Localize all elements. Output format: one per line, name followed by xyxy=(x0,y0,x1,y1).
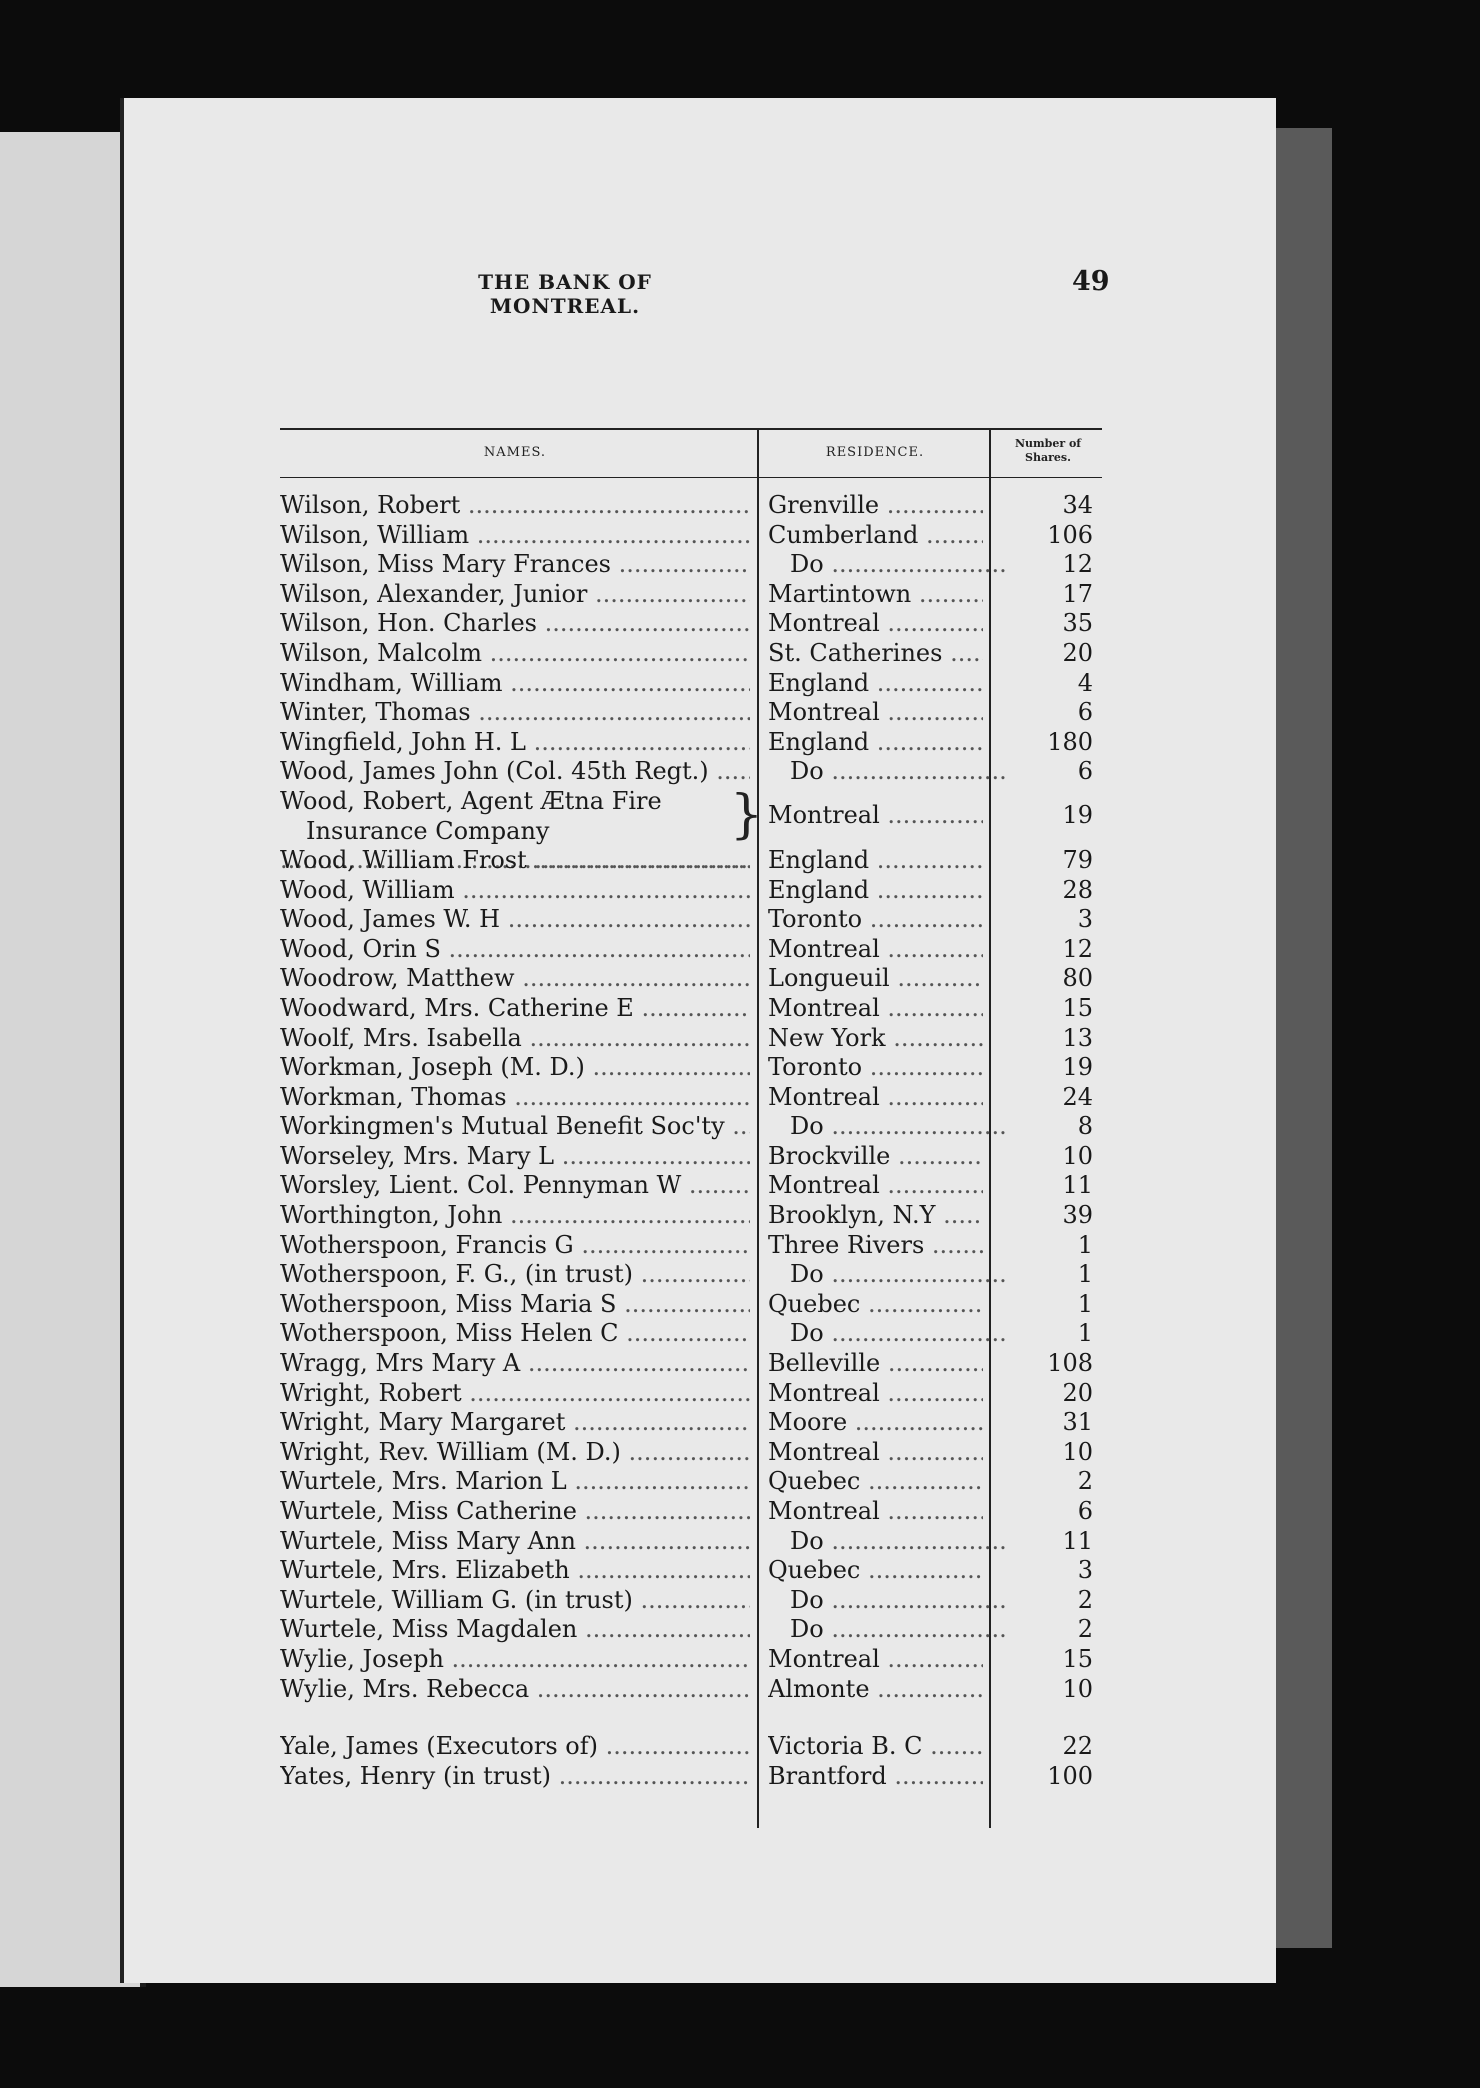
shareholder-name-continuation: Insurance Company xyxy=(306,816,550,845)
residence: Cumberland ..... xyxy=(768,521,983,551)
share-count: 1 xyxy=(1077,1319,1093,1348)
table-row xyxy=(280,905,1102,935)
shareholder-name: Workman, Thomas ..... xyxy=(280,1083,750,1113)
residence: Quebec ..... xyxy=(768,1467,983,1497)
table-row xyxy=(280,1497,1102,1527)
shareholder-name: Wurtele, William G. (in trust) ..... xyxy=(280,1586,750,1616)
share-count: 19 xyxy=(1062,800,1093,829)
share-count: 22 xyxy=(1062,1732,1093,1761)
share-count: 1 xyxy=(1077,1289,1093,1318)
column-header-residence: RESIDENCE. xyxy=(825,445,925,460)
residence: Montreal ..... xyxy=(768,609,983,639)
shareholder-name: Woodrow, Matthew ..... xyxy=(280,964,750,994)
shareholder-name: Woolf, Mrs. Isabella ..... xyxy=(280,1024,750,1054)
shareholder-name: Wilson, Miss Mary Frances ..... xyxy=(280,550,750,580)
shareholder-name: Wright, Rev. William (M. D.) ..... xyxy=(280,1438,750,1468)
share-count: 24 xyxy=(1062,1082,1093,1111)
table-row xyxy=(280,994,1102,1024)
share-count: 12 xyxy=(1062,550,1093,579)
share-count: 10 xyxy=(1062,1674,1093,1703)
shareholder-name: Wingfield, John H. L ..... xyxy=(280,728,750,758)
shareholder-name: Wilson, Robert ..... xyxy=(280,491,750,521)
shareholder-name: Worseley, Mrs. Mary L ..... xyxy=(280,1142,750,1172)
share-count: 35 xyxy=(1062,609,1093,638)
share-count: 6 xyxy=(1077,757,1093,786)
table-row xyxy=(280,1438,1102,1468)
table-row xyxy=(280,698,1102,728)
shareholder-list xyxy=(280,491,1102,1791)
residence: Toronto ..... xyxy=(768,1053,983,1083)
residence: Brooklyn, N.Y ..... xyxy=(768,1201,983,1231)
residence: Montreal ..... xyxy=(768,1438,983,1468)
table-row xyxy=(280,1645,1102,1675)
share-count: 6 xyxy=(1077,1497,1093,1525)
table-row xyxy=(280,757,1102,787)
residence: England ..... xyxy=(768,669,983,699)
shareholder-name: Woodward, Mrs. Catherine E ..... xyxy=(280,994,750,1024)
shareholder-name: Workman, Joseph (M. D.) ..... xyxy=(280,1053,750,1083)
shareholder-name: Yates, Henry (in trust) ..... xyxy=(280,1762,750,1792)
table-row xyxy=(280,1024,1102,1054)
shareholder-name: Wotherspoon, Miss Maria S ..... xyxy=(280,1290,750,1320)
shareholder-name: Yale, James (Executors of) ..... xyxy=(280,1732,750,1762)
table-row xyxy=(280,521,1102,551)
shareholder-name: Winter, Thomas ..... xyxy=(280,698,750,728)
brace-glyph: } xyxy=(730,784,764,845)
table-row xyxy=(280,1379,1102,1409)
share-count: 11 xyxy=(1062,1171,1093,1200)
residence: Montreal ..... xyxy=(768,1497,983,1527)
table-top-rule xyxy=(280,428,1102,430)
table-row xyxy=(280,1467,1102,1497)
table-row xyxy=(280,669,1102,699)
residence: Moore ..... xyxy=(768,1408,983,1438)
residence: Brantford ..... xyxy=(768,1762,983,1792)
running-head: THE BANK OF MONTREAL. xyxy=(478,270,652,318)
table-row xyxy=(280,1171,1102,1201)
residence: New York ..... xyxy=(768,1024,983,1054)
shareholder-name: Wotherspoon, F. G., (in trust) ..... xyxy=(280,1260,750,1290)
table-row xyxy=(280,935,1102,965)
shareholder-name: Worthington, John ..... xyxy=(280,1201,750,1231)
table-row xyxy=(280,1142,1102,1172)
share-count: 4 xyxy=(1077,668,1093,697)
share-count: 3 xyxy=(1077,905,1093,934)
table-row xyxy=(280,609,1102,639)
table-row xyxy=(280,1260,1102,1290)
residence: Do ..... xyxy=(768,757,1005,787)
residence: Martintown ..... xyxy=(768,580,983,610)
residence: Three Rivers ..... xyxy=(768,1231,983,1261)
share-count: 17 xyxy=(1062,579,1093,608)
table-row xyxy=(280,1083,1102,1113)
shareholder-name: Workingmen's Mutual Benefit Soc'ty ..... xyxy=(280,1112,750,1142)
residence: Do ..... xyxy=(768,1586,1005,1616)
table-row xyxy=(280,1556,1102,1586)
table-row xyxy=(280,784,1102,846)
share-count: 31 xyxy=(1062,1408,1093,1437)
share-count: 10 xyxy=(1062,1141,1093,1170)
share-count: 12 xyxy=(1062,934,1093,963)
shareholder-name: Wotherspoon, Miss Helen C ..... xyxy=(280,1319,750,1349)
share-count: 1 xyxy=(1077,1230,1093,1259)
shareholder-name: Wood, William Frost ..... xyxy=(280,846,750,876)
share-count: 80 xyxy=(1062,964,1093,993)
shareholder-name: Windham, William ..... xyxy=(280,669,750,699)
table-row xyxy=(280,580,1102,610)
residence: Do ..... xyxy=(768,1615,1005,1645)
shareholder-name: Worsley, Lient. Col. Pennyman W ..... xyxy=(280,1171,750,1201)
share-count: 20 xyxy=(1062,638,1093,667)
table-row xyxy=(280,1586,1102,1616)
share-count: 20 xyxy=(1062,1378,1093,1407)
residence: Montreal ..... xyxy=(768,935,983,965)
table-row xyxy=(280,550,1102,580)
residence: St. Catherines ..... xyxy=(768,639,983,669)
shareholder-name: Wood, Orin S ..... xyxy=(280,935,750,965)
share-count: 2 xyxy=(1077,1467,1093,1496)
residence: England ..... xyxy=(768,728,983,758)
share-count: 3 xyxy=(1077,1556,1093,1585)
residence: Victoria B. C ..... xyxy=(768,1732,983,1762)
shareholder-name: Wylie, Mrs. Rebecca ..... xyxy=(280,1675,750,1705)
share-count: 79 xyxy=(1062,845,1093,874)
table-row xyxy=(280,964,1102,994)
residence: Montreal ..... xyxy=(768,801,983,831)
share-count: 8 xyxy=(1077,1112,1093,1141)
share-count: 2 xyxy=(1077,1585,1093,1614)
section-gap xyxy=(280,1704,1102,1732)
share-count: 100 xyxy=(1047,1761,1093,1790)
shareholder-name: Wurtele, Mrs. Marion L ..... xyxy=(280,1467,750,1497)
table-row xyxy=(280,1615,1102,1645)
share-count: 106 xyxy=(1047,520,1093,549)
shareholder-name: Wright, Mary Margaret ..... xyxy=(280,1408,750,1438)
table-row xyxy=(280,1290,1102,1320)
shareholder-name-line: Wood, Robert, Agent Ætna Fire xyxy=(280,786,662,815)
shareholder-name: Wurtele, Mrs. Elizabeth ..... xyxy=(280,1556,750,1586)
share-count: 15 xyxy=(1062,1644,1093,1673)
share-count: 19 xyxy=(1062,1053,1093,1082)
shareholder-name: Wood, William ..... xyxy=(280,876,750,906)
residence: Almonte ..... xyxy=(768,1675,983,1705)
share-count: 108 xyxy=(1047,1349,1093,1378)
table-row xyxy=(280,491,1102,521)
table-row xyxy=(280,1231,1102,1261)
shareholder-name: Wylie, Joseph ..... xyxy=(280,1645,750,1675)
residence: Brockville ..... xyxy=(768,1142,983,1172)
residence: Montreal ..... xyxy=(768,1645,983,1675)
column-header-names: NAMES. xyxy=(483,445,547,460)
residence: Grenville ..... xyxy=(768,491,983,521)
residence: Belleville ..... xyxy=(768,1349,983,1379)
shareholder-name: Wurtele, Miss Catherine ..... xyxy=(280,1497,750,1527)
table-row xyxy=(280,639,1102,669)
table-row xyxy=(280,876,1102,906)
table-row xyxy=(280,1319,1102,1349)
residence: Montreal ..... xyxy=(768,1083,983,1113)
shareholder-name: Wilson, Hon. Charles ..... xyxy=(280,609,750,639)
table-row xyxy=(280,1762,1102,1792)
share-count: 13 xyxy=(1062,1023,1093,1052)
share-count: 1 xyxy=(1077,1260,1093,1289)
page-number: 49 xyxy=(1072,266,1110,297)
share-count: 180 xyxy=(1047,727,1093,756)
residence: Longueuil ..... xyxy=(768,964,983,994)
shareholder-name: Wragg, Mrs Mary A ..... xyxy=(280,1349,750,1379)
shareholder-name: Wilson, Alexander, Junior ..... xyxy=(280,580,750,610)
table-row xyxy=(280,1527,1102,1557)
residence: Quebec ..... xyxy=(768,1290,983,1320)
shareholder-name: Wright, Robert ..... xyxy=(280,1379,750,1409)
residence: Montreal ..... xyxy=(768,994,983,1024)
residence: Toronto ..... xyxy=(768,905,983,935)
table-row xyxy=(280,846,1102,876)
table-row xyxy=(280,1349,1102,1379)
table-row xyxy=(280,1732,1102,1762)
residence: England ..... xyxy=(768,876,983,906)
shareholder-name: Wood, James W. H ..... xyxy=(280,905,750,935)
table-row xyxy=(280,1112,1102,1142)
residence: Montreal ..... xyxy=(768,1171,983,1201)
residence: Do ..... xyxy=(768,1319,1005,1349)
share-count: 6 xyxy=(1077,698,1093,727)
table-row xyxy=(280,1408,1102,1438)
residence: Montreal ..... xyxy=(768,698,983,728)
shareholder-name: Wotherspoon, Francis G ..... xyxy=(280,1231,750,1261)
residence: England ..... xyxy=(768,846,983,876)
shareholder-name: Wood, James John (Col. 45th Regt.) ..... xyxy=(280,757,750,787)
table-row xyxy=(280,1675,1102,1705)
residence: Do ..... xyxy=(768,1527,1005,1557)
shareholder-name: Wilson, William ..... xyxy=(280,521,750,551)
column-header-shares: Number of Shares. xyxy=(1014,437,1082,464)
shareholder-name: Wurtele, Miss Magdalen ..... xyxy=(280,1615,750,1645)
share-count: 28 xyxy=(1062,875,1093,904)
table-row xyxy=(280,728,1102,758)
residence: Do ..... xyxy=(768,1112,1005,1142)
residence: Do ..... xyxy=(768,1260,1005,1290)
table-row xyxy=(280,1053,1102,1083)
share-count: 15 xyxy=(1062,993,1093,1022)
table-row xyxy=(280,1201,1102,1231)
residence: Do ..... xyxy=(768,550,1005,580)
residence: Quebec ..... xyxy=(768,1556,983,1586)
share-count: 34 xyxy=(1062,491,1093,519)
residence: Montreal ..... xyxy=(768,1379,983,1409)
share-count: 11 xyxy=(1062,1526,1093,1555)
share-count: 10 xyxy=(1062,1437,1093,1466)
shareholder-name: Wurtele, Miss Mary Ann ..... xyxy=(280,1527,750,1557)
shareholder-name: Wilson, Malcolm ..... xyxy=(280,639,750,669)
share-count: 39 xyxy=(1062,1201,1093,1230)
table-header-rule xyxy=(280,477,1102,478)
share-count: 2 xyxy=(1077,1615,1093,1644)
